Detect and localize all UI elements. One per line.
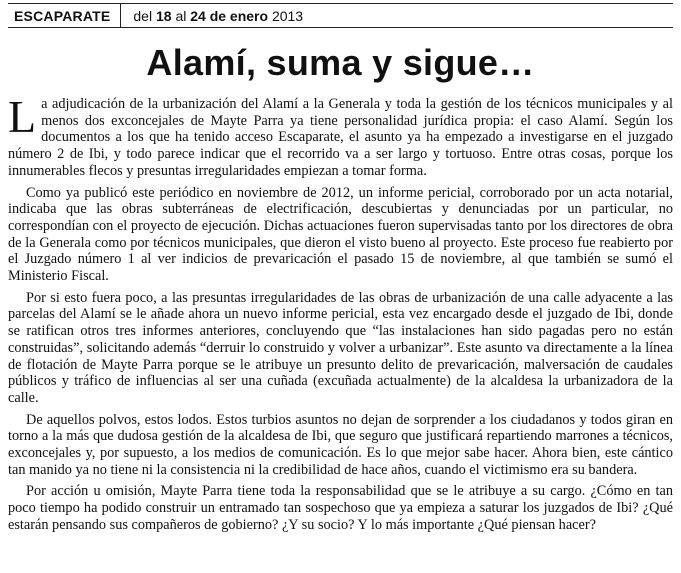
section-header xyxy=(8,3,673,28)
article-headline: Alamí, suma y sigue… xyxy=(146,42,535,83)
dateline: del 18 al 24 de enero 2013 xyxy=(133,7,304,24)
article-paragraph: La adjudicación de la urbanización del Alamí a la Generala y toda la gestión de los técnicos municipales y al menos dos exconcejales de Mayte Parra ya tiene personalidad jurídica propia: el caso Alamí. Según los documentos a los que ha tenido acceso Escaparate, el asunto ya ha empezado a investigarse en el juzgado número 2 de Ibi, y todo parece indicar que el recorrido va a ser largo y tortuoso. Entre otras cosas, porque los innumerables flecos y presuntas irregularidades empiezan a tomar forma. xyxy=(8,91,673,179)
header-divider xyxy=(120,4,121,27)
article-paragraph: De aquellos polvos, estos lodos. Estos turbios asuntos no dejan de sorprender a los ciudadanos y todos giran en torno a la más que dudosa gestión de la alcaldesa de Ibi, que seguro que justificará repartiendo marrones a técnicos, exconcejales y, por supuesto, a los medios de comunicación. Es lo que mejor sabe hacer. Ahora bien, este cántico tan manido ya no tiene ni la consistencia ni la credibilidad de hace años, cuando el victimismo era su bandera. xyxy=(8,411,673,478)
article-paragraph: Por acción u omisión, Mayte Parra tiene toda la responsabilidad que se le atribuye a su cargo. ¿Cómo en tan poco tiempo ha podido construir un entramado tan sospechoso que ya empieza a saturar los juzgados de Ibi? ¿Qué estarán pensando sus compañeros de gobierno? ¿Y su socio? Y lo más importante ¿Qué piensan hacer? xyxy=(8,483,673,533)
article-body xyxy=(8,91,673,534)
section-name: ESCAPARATE xyxy=(14,7,111,24)
article-paragraph: Como ya publicó este periódico en noviembre de 2012, un informe pericial, corroborado por un acta notarial, indicaba que las obras subterráneas de electrificación, descubiertas y denunciadas por un particular, no correspondían con el proyecto de ejecución. Dichas actuaciones fueron supervisadas tanto por los directores de obra de la Generala como por técnicos municipales, que dieron el visto bueno al proyecto. Este proceso fue reabierto por el Juzgado número 1 al ver indicios de prevaricación el pasado 15 de noviembre, al que también se sumó el Ministerio Fiscal. xyxy=(8,184,673,285)
newspaper-page xyxy=(0,3,681,573)
drop-cap: L xyxy=(8,91,37,142)
article-paragraph: Por si esto fuera poco, a las presuntas irregularidades de las obras de urbanización de una calle adyacente a las parcelas del Alamí se le añade ahora un nuevo informe pericial, esta vez encargado desde el juzgado de Ibi, donde se ratifican otros tres informes anteriores, concluyendo que “las instalaciones han sido pagadas pero no están construidas”, solicitando además “derruir lo construido y volver a urbanizar”. Este asunto va directamente a la línea de flotación de Mayte Parra porque se le atribuye un presunto delito de prevaricación, malversación de caudales públicos y tráfico de influencias al ser una cuñada (excuñada actualmente) de la alcaldesa la urbanizadora de la calle. xyxy=(8,289,673,406)
